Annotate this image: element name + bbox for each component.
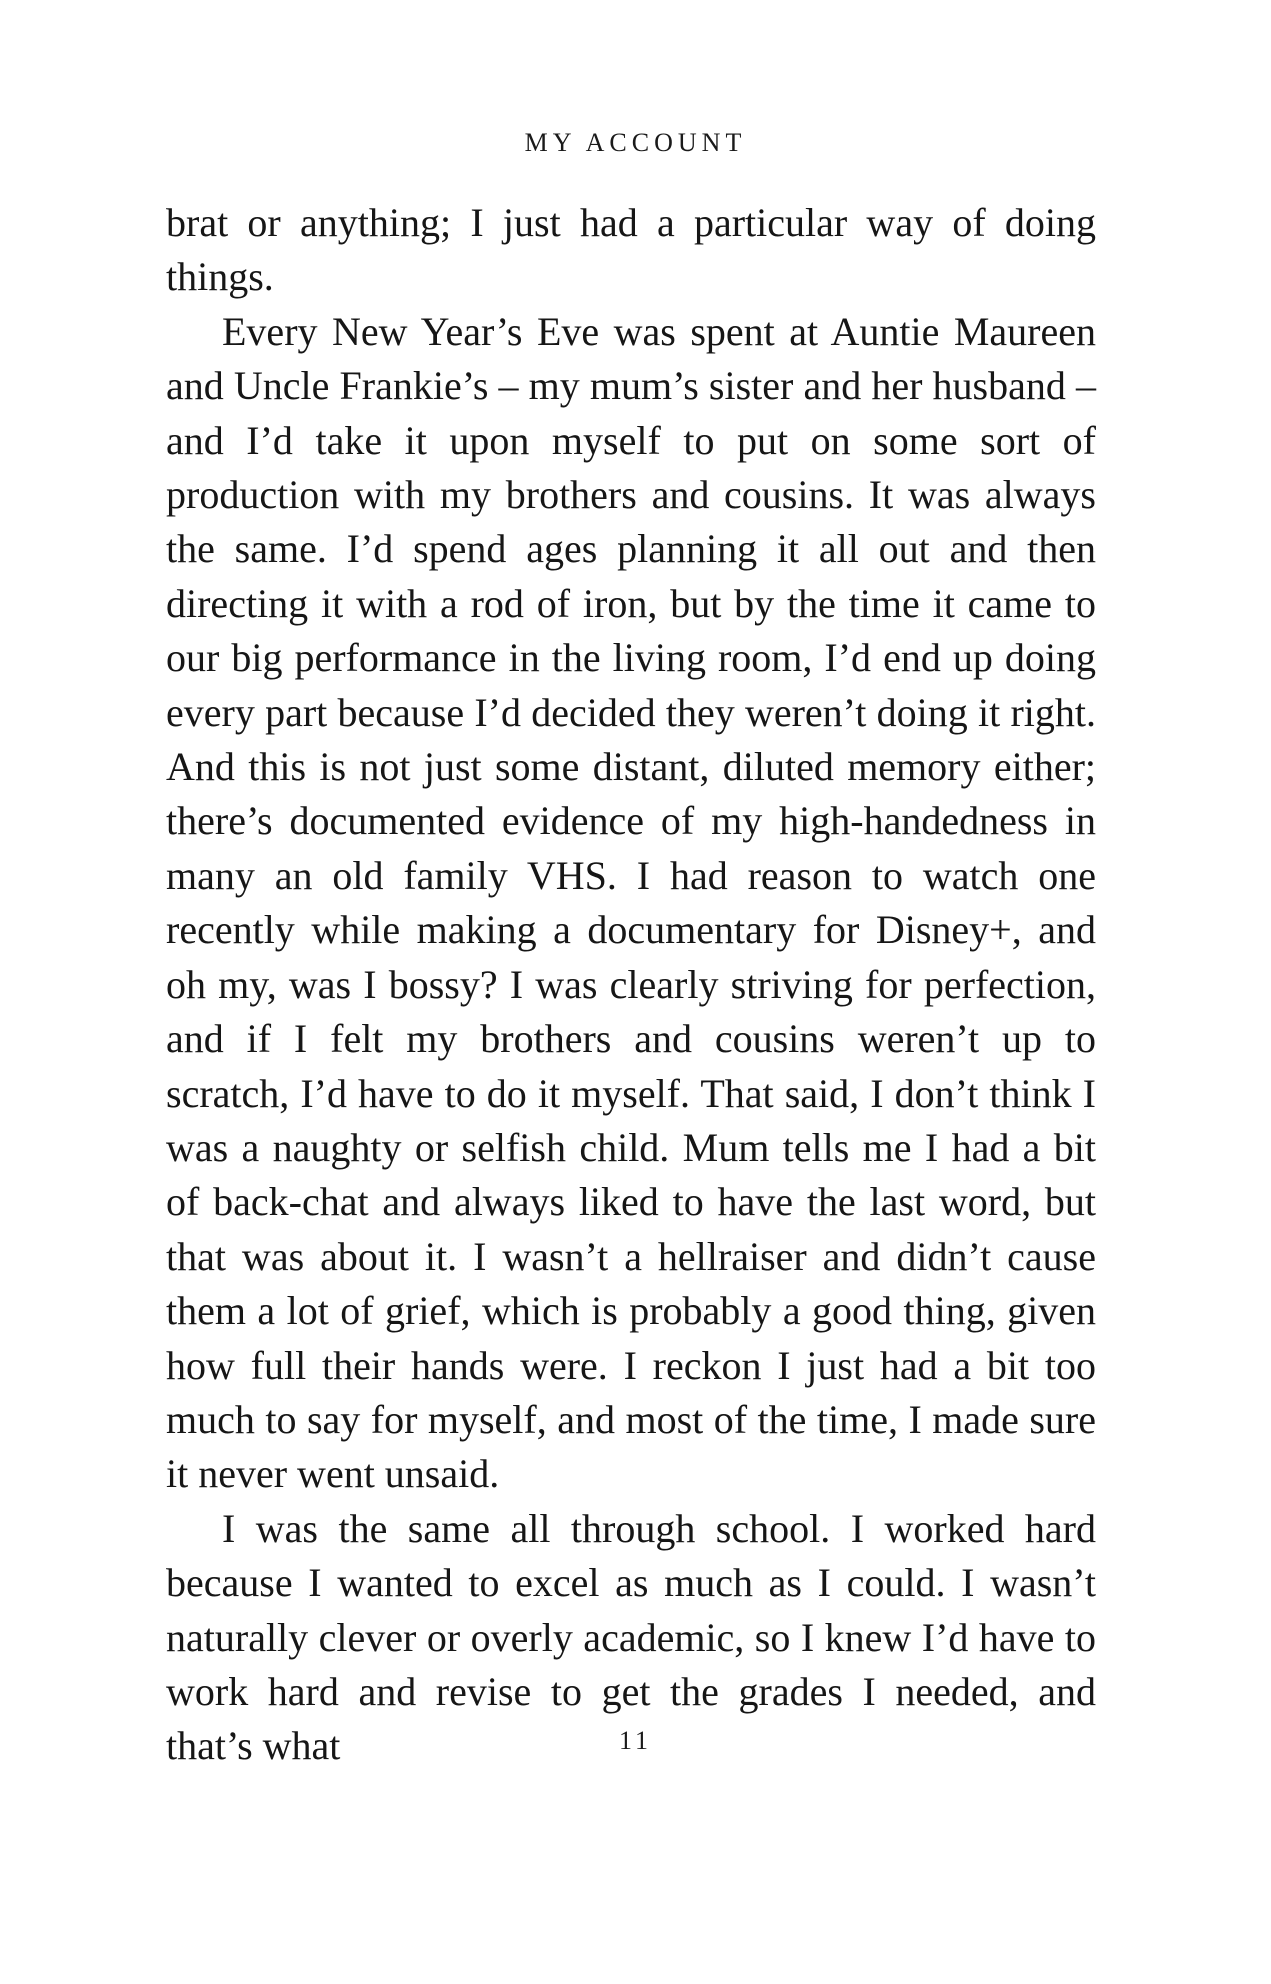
paragraph-continuation: brat or anything; I just had a particular way of doing things. xyxy=(166,200,1096,300)
paragraph-school: I was the same all through school. I worked hard because I wanted to excel as much as I could. I wasn’t naturally clever or overly academic, so I knew I’d have to work hard and revise to get the grades I needed, and that’s what xyxy=(166,1505,1096,1769)
running-head: MY ACCOUNT xyxy=(524,128,747,157)
page-number: 11 xyxy=(618,1726,653,1755)
body-text xyxy=(166,196,1096,1774)
paragraph-new-years-eve: Every New Year’s Eve was spent at Auntie Maureen and Uncle Frankie’s – my mum’s sister and her husband – and I’d take it upon myself to put on some sort of production with my brothers and cousins. It was always the same. I’d spend ages planning it all out and then directing it with a rod of iron, but by the time it came to our big performance in the living room, I’d end up doing every part because I’d decided they weren’t doing it right. And this is not just some distant, diluted memory either; there’s documented evidence of my high-handedness in many an old family VHS. I had reason to watch one recently while making a documentary for Disney+, and oh my, was I bossy? I was clearly striving for perfection, and if I felt my brothers and cousins weren’t up to scratch, I’d have to do it myself. That said, I don’t think I was a naughty or selfish child. Mum tells me I had a bit of back-chat and always liked to have the last word, but that was about it. I wasn’t a hellraiser and didn’t cause them a lot of grief, which is probably a good thing, given how full their hands were. I reckon I just had a bit too much to say for myself, and most of the time, I made sure it never went unsaid. xyxy=(166,308,1096,1497)
